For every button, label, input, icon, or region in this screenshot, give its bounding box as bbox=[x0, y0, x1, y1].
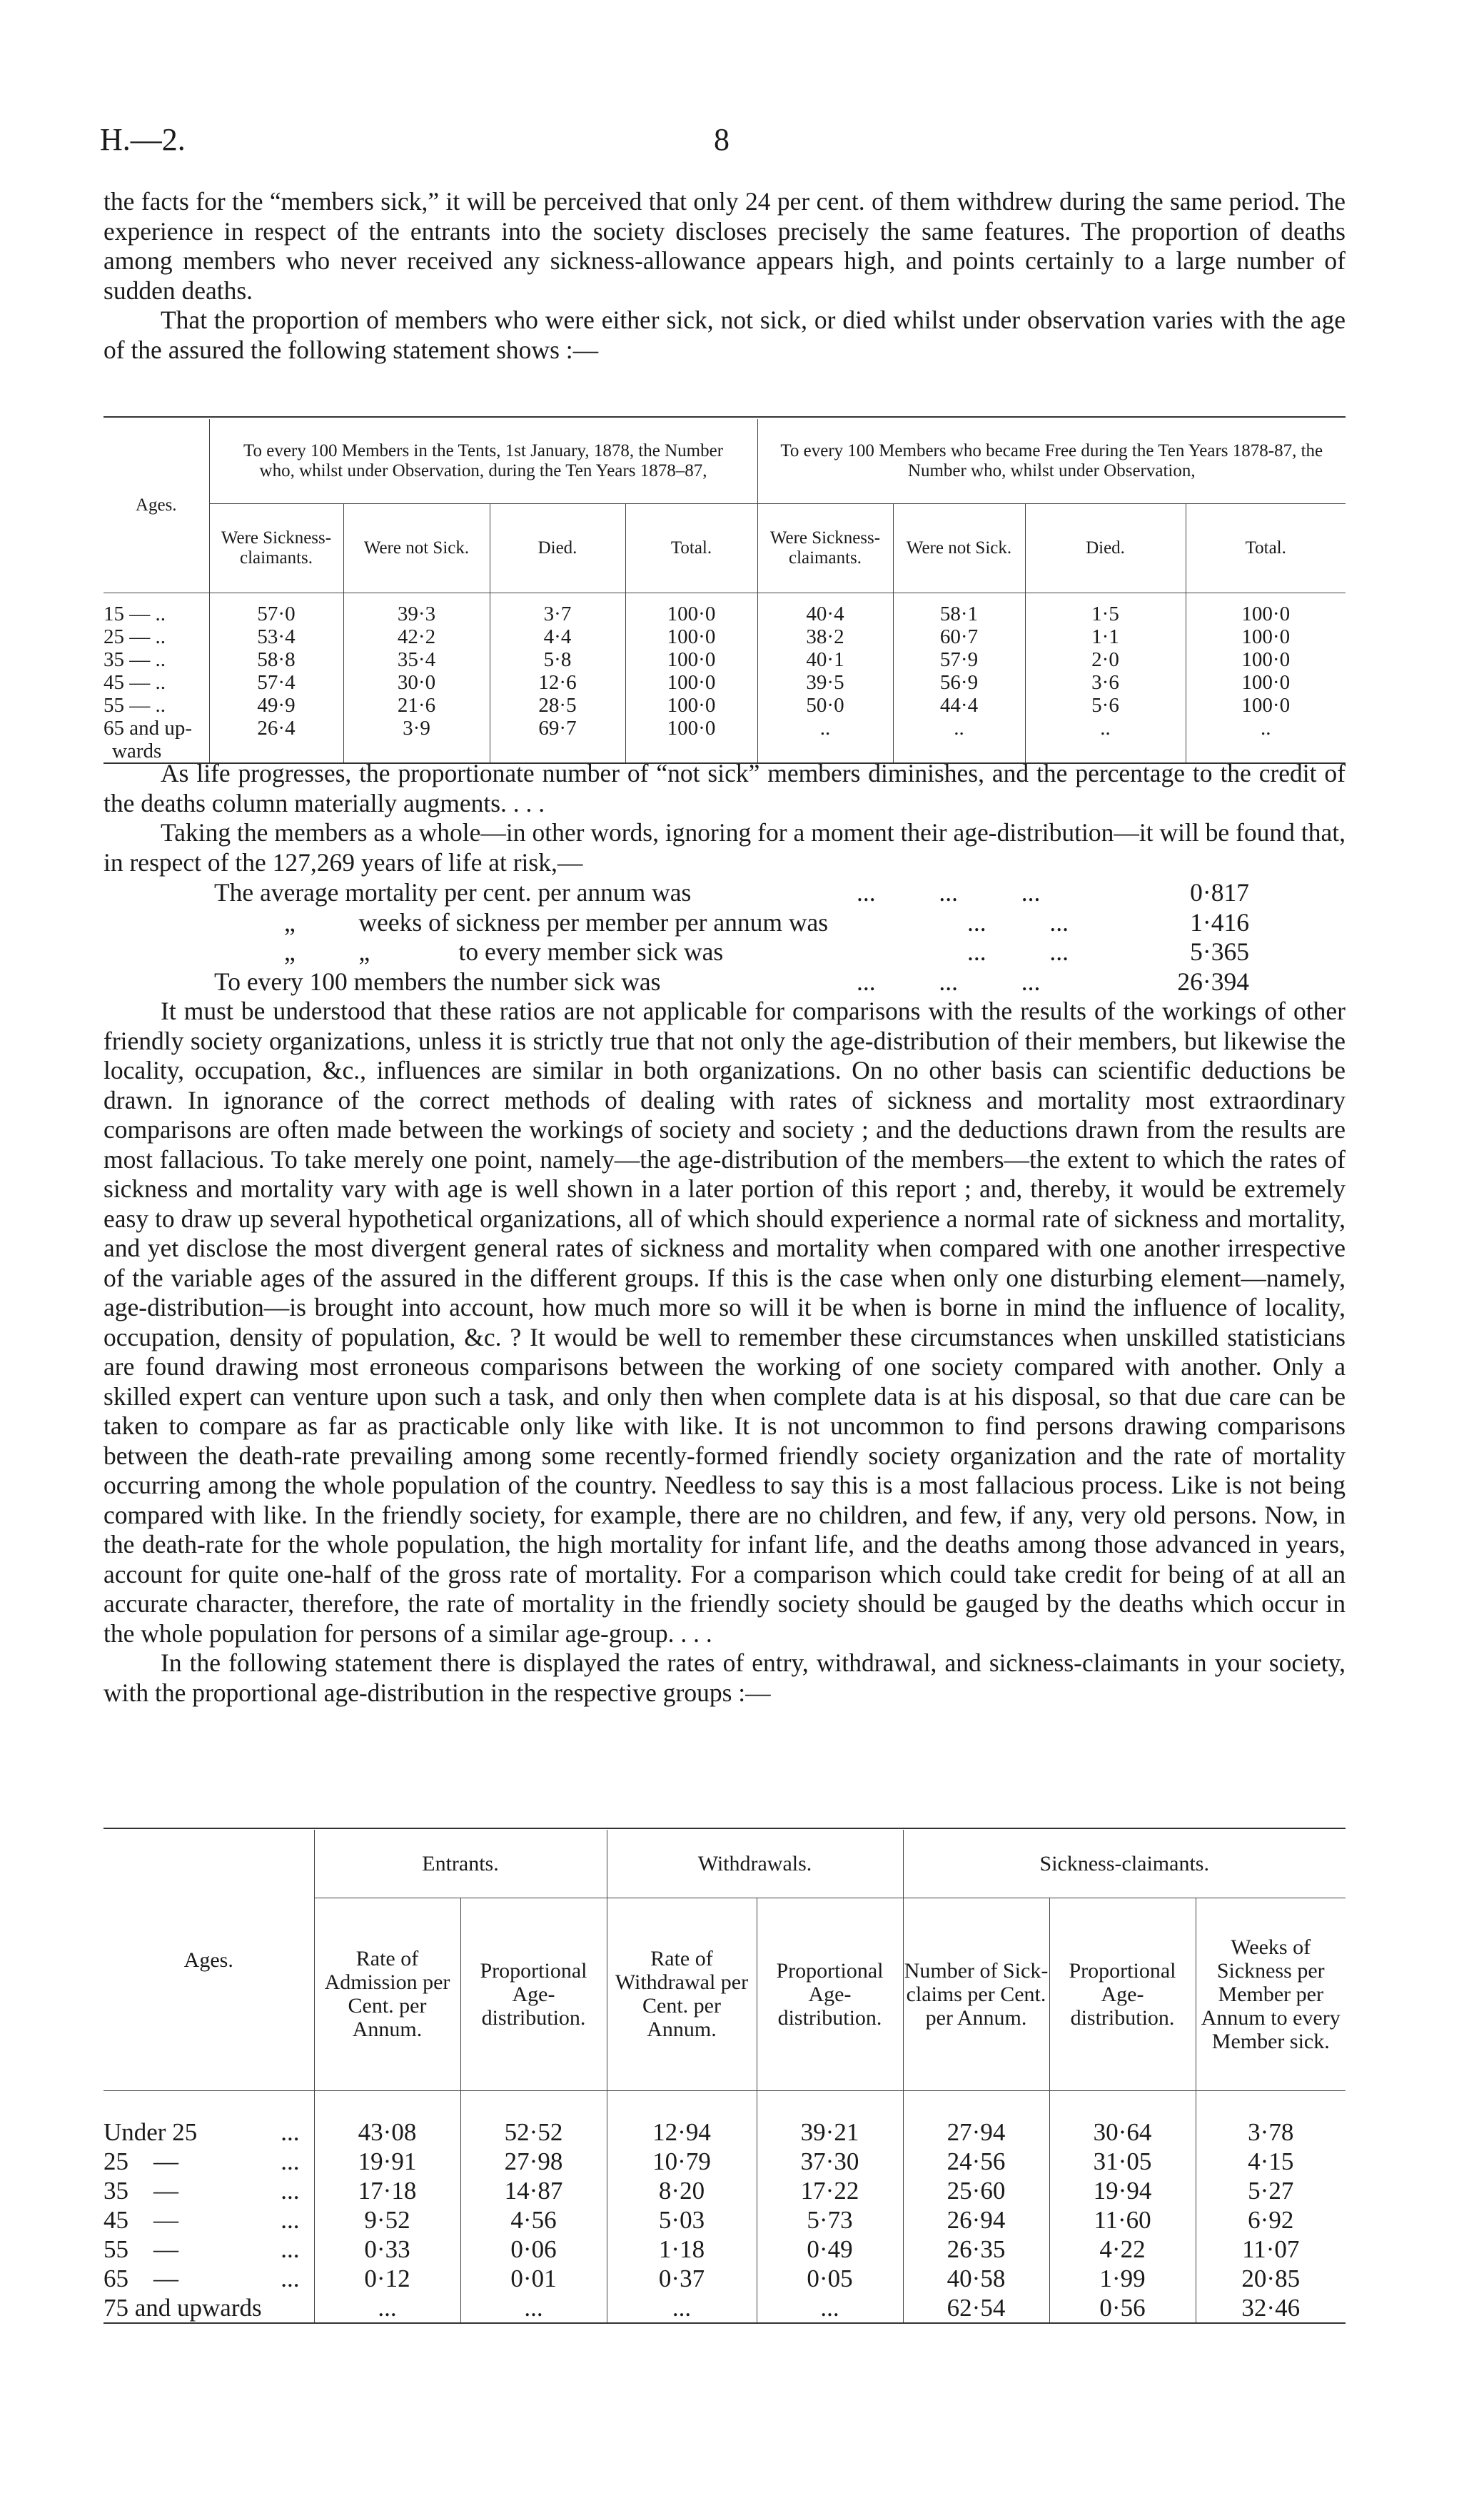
value-cell: 100·0 bbox=[1186, 648, 1346, 671]
value-cell: 0·56 bbox=[1049, 2293, 1196, 2323]
value-cell: 100·0 bbox=[1186, 603, 1346, 625]
age-cell: 55 — .. bbox=[104, 694, 166, 717]
age-cell: 65 and up- bbox=[104, 717, 193, 740]
age-cell: 65 — ... bbox=[104, 2265, 300, 2292]
column-header: Total. bbox=[1186, 503, 1346, 593]
value-cell: 62·54 bbox=[903, 2293, 1049, 2323]
middle-text bbox=[104, 759, 1346, 877]
intro-text bbox=[104, 187, 1346, 365]
stat-value: 0·817 bbox=[1190, 878, 1249, 907]
value-cell: 5·73 bbox=[757, 2205, 903, 2235]
value-cell: 26·94 bbox=[903, 2205, 1049, 2235]
value-cell: 30·0 bbox=[343, 671, 490, 694]
value-cell: 100·0 bbox=[625, 694, 757, 717]
column-header: Rate of Admission per Cent. per Annum. bbox=[314, 1898, 460, 2090]
value-cell: .. bbox=[1025, 717, 1186, 740]
column-header: Were Sickness-claimants. bbox=[757, 503, 893, 593]
value-cell: 27·94 bbox=[903, 2117, 1049, 2147]
age-cell: Under 25 ... bbox=[104, 2118, 300, 2146]
value-cell: 100·0 bbox=[625, 603, 757, 625]
value-cell: 39·21 bbox=[757, 2117, 903, 2147]
column-header: Died. bbox=[1025, 503, 1186, 593]
value-cell: ... bbox=[757, 2293, 903, 2323]
stat-dots: ... ... bbox=[967, 937, 1069, 966]
table-row bbox=[104, 2205, 1346, 2235]
paragraph: It must be understood that these ratios are not applicable for comparisons with the results of the workings of other friendly society organizations, unless it is strictly true that not only the age-distribution of their members, but likewise the locality, occupation, &c., influences are similar in both organizations. On no other basis can scientific deductions be drawn. In ignorance of the correct methods of dealing with rates of sickness and mortality most extraordinary comparisons are often made between the workings of society and society ; and the deductions drawn from the results are most fallacious. To take merely one point, namely—the age-distribution of the members—the extent to which the rates of sickness and mortality vary with age is well shown in a later portion of this report ; and, thereby, it would be extremely easy to draw up several hypothetical organizations, all of which should experience a normal rate of sickness and mortality, and yet disclose the most divergent general rates of sickness and mortality when compared with one another irrespective of the variable ages of the assured in the different groups. If this is the case when only one disturbing element—namely, age-distribution—is brought into account, how much more so will it be when is borne in mind the influence of locality, occupation, density of population, &c. ? It would be well to remember these circumstances when unskilled statisticians are found drawing most erroneous comparisons between the working of one society compared with another. Only a skilled expert can venture upon such a task, and only then when complete data is at his disposal, so that due care can be taken to compare as far as practicable only like with like. It is not uncommon to find persons drawing comparisons between the death-rate prevailing among some recently-formed friendly society organization and the rate of mortality occurring among the whole population of the country. Needless to say this is a most fallacious process. Like is not being compared with like. In the friendly society, for example, there are no children, and few, if any, very old persons. Now, in the death-rate for the whole population, the high mortality for infant life, and the deaths among those advanced in years, account for quite one-half of the gross rate of mortality. For a comparison which could take credit for being of at all an accurate character, therefore, the rate of mortality in the friendly society should be gauged by the deaths which occur in the whole population for persons of a similar age-group. . . . bbox=[104, 997, 1346, 1648]
group2-header: To every 100 Members who became Free during the Ten Years 1878-87, the Number who, whilst under Observation, bbox=[757, 419, 1346, 503]
ages-header: Ages. bbox=[183, 1948, 233, 1972]
value-cell: 3·78 bbox=[1196, 2117, 1346, 2147]
entry-withdrawal-table bbox=[104, 1830, 1346, 2324]
value-cell: 6·92 bbox=[1196, 2205, 1346, 2235]
value-cell: 38·2 bbox=[757, 625, 893, 648]
stat-dots: ... ... ... bbox=[857, 878, 1041, 907]
column-header: Proportional Age-distribution. bbox=[757, 1898, 903, 2090]
value-cell: 100·0 bbox=[1186, 671, 1346, 694]
group-header-withdrawals: Withdrawals. bbox=[607, 1830, 903, 1898]
value-cell: 1·99 bbox=[1049, 2264, 1196, 2293]
age-cell: 35 — .. bbox=[104, 648, 166, 671]
value-cell: 28·5 bbox=[490, 694, 625, 717]
body-text bbox=[104, 997, 1346, 1708]
stat-row bbox=[214, 878, 1249, 908]
age-cell: 75 and upwards bbox=[104, 2294, 262, 2322]
value-cell: 1·5 bbox=[1025, 603, 1186, 625]
age-cell: 45 — ... bbox=[104, 2206, 300, 2234]
value-cell: 3·7 bbox=[490, 603, 625, 625]
status-by-age-table bbox=[104, 419, 1346, 764]
stat-value: 26·394 bbox=[1177, 967, 1249, 996]
age-cell: 25 — ... bbox=[104, 2147, 300, 2175]
value-cell: 24·56 bbox=[903, 2147, 1049, 2176]
value-cell: 3·6 bbox=[1025, 671, 1186, 694]
stat-label: „ „ to every member sick was bbox=[284, 937, 724, 966]
age-cell: wards bbox=[112, 740, 162, 762]
column-header: Total. bbox=[625, 503, 757, 593]
age-cell: 25 — .. bbox=[104, 625, 166, 648]
value-cell: .. bbox=[893, 717, 1025, 740]
value-cell: 32·46 bbox=[1196, 2293, 1346, 2323]
value-cell: 37·30 bbox=[757, 2147, 903, 2176]
table-row bbox=[104, 2235, 1346, 2264]
table-row bbox=[104, 717, 1346, 740]
paragraph: That the proportion of members who were either sick, not sick, or died whilst under observation varies with the age of the assured the following statement shows :— bbox=[104, 306, 1346, 364]
value-cell: 12·6 bbox=[490, 671, 625, 694]
column-header: Rate of Withdrawal per Cent. per Annum. bbox=[607, 1898, 757, 2090]
value-cell: 0·12 bbox=[314, 2264, 460, 2293]
value-cell: 40·58 bbox=[903, 2264, 1049, 2293]
value-cell: 100·0 bbox=[1186, 694, 1346, 717]
table-row bbox=[104, 694, 1346, 717]
value-cell: 27·98 bbox=[460, 2147, 607, 2176]
column-header: Weeks of Sickness per Member per Annum to every Member sick. bbox=[1196, 1898, 1346, 2090]
value-cell: 8·20 bbox=[607, 2176, 757, 2205]
table-row bbox=[104, 2117, 1346, 2147]
value-cell: 52·52 bbox=[460, 2117, 607, 2147]
value-cell: 3·9 bbox=[343, 717, 490, 740]
value-cell: 39·5 bbox=[757, 671, 893, 694]
value-cell: 58·8 bbox=[209, 648, 343, 671]
group-header-sickness: Sickness-claimants. bbox=[903, 1830, 1346, 1898]
table-row bbox=[104, 2147, 1346, 2176]
value-cell: 40·4 bbox=[757, 603, 893, 625]
stat-label: „ weeks of sickness per member per annum was bbox=[284, 907, 829, 937]
value-cell: 42·2 bbox=[343, 625, 490, 648]
value-cell: 57·4 bbox=[209, 671, 343, 694]
value-cell: 11·60 bbox=[1049, 2205, 1196, 2235]
column-header: Died. bbox=[490, 503, 625, 593]
table-row bbox=[104, 671, 1346, 694]
stat-label: The average mortality per cent. per annum was bbox=[214, 878, 692, 907]
value-cell: ... bbox=[314, 2293, 460, 2323]
value-cell: 31·05 bbox=[1049, 2147, 1196, 2176]
summary-stats bbox=[214, 878, 1249, 997]
table-row bbox=[104, 648, 1346, 671]
column-header: Proportional Age-distribution. bbox=[1049, 1898, 1196, 2090]
column-header: Were Sickness-claimants. bbox=[209, 503, 343, 593]
value-cell: 40·1 bbox=[757, 648, 893, 671]
value-cell: 50·0 bbox=[757, 694, 893, 717]
age-cell: 15 — .. bbox=[104, 603, 166, 625]
column-header: Number of Sick-claims per Cent. per Annum. bbox=[903, 1898, 1049, 2090]
age-cell: 45 — .. bbox=[104, 671, 166, 694]
value-cell: 5·6 bbox=[1025, 694, 1186, 717]
value-cell: 10·79 bbox=[607, 2147, 757, 2176]
group1-header: To every 100 Members in the Tents, 1st January, 1878, the Number who, whilst under Observation, during the Ten Years 1878–87, bbox=[209, 419, 757, 503]
stat-row bbox=[214, 967, 1249, 997]
stat-row bbox=[214, 937, 1249, 967]
value-cell: 57·9 bbox=[893, 648, 1025, 671]
value-cell: ... bbox=[460, 2293, 607, 2323]
value-cell: ... bbox=[607, 2293, 757, 2323]
value-cell: 4·4 bbox=[490, 625, 625, 648]
value-cell: 25·60 bbox=[903, 2176, 1049, 2205]
value-cell: 9·52 bbox=[314, 2205, 460, 2235]
table-row bbox=[104, 2176, 1346, 2205]
value-cell: 1·1 bbox=[1025, 625, 1186, 648]
paragraph: Taking the members as a whole—in other words, ignoring for a moment their age-distribution—it will be found that, in respect of the 127,269 years of life at risk,— bbox=[104, 818, 1346, 877]
stat-dots: ... ... ... bbox=[857, 967, 1041, 996]
ages-header: Ages. bbox=[135, 495, 177, 515]
value-cell: 0·06 bbox=[460, 2235, 607, 2264]
value-cell: 4·22 bbox=[1049, 2235, 1196, 2264]
value-cell: 44·4 bbox=[893, 694, 1025, 717]
value-cell: 49·9 bbox=[209, 694, 343, 717]
value-cell: 4·15 bbox=[1196, 2147, 1346, 2176]
value-cell: 14·87 bbox=[460, 2176, 607, 2205]
value-cell: 100·0 bbox=[625, 648, 757, 671]
stat-value: 5·365 bbox=[1190, 937, 1249, 966]
value-cell: 19·94 bbox=[1049, 2176, 1196, 2205]
value-cell: 12·94 bbox=[607, 2117, 757, 2147]
value-cell: 11·07 bbox=[1196, 2235, 1346, 2264]
value-cell: 100·0 bbox=[625, 717, 757, 740]
value-cell: 35·4 bbox=[343, 648, 490, 671]
value-cell: 100·0 bbox=[625, 625, 757, 648]
table-rule bbox=[104, 416, 1346, 418]
column-header: Were not Sick. bbox=[343, 503, 490, 593]
value-cell: .. bbox=[1186, 717, 1346, 740]
paragraph: the facts for the “members sick,” it will be perceived that only 24 per cent. of them withdrew during the same period. The experience in respect of the entrants into the society discloses precisely the same features. The proportion of deaths among members who never received any sickness-allowance appears high, and points certainly to a large number of sudden deaths. bbox=[104, 187, 1346, 305]
value-cell: 56·9 bbox=[893, 671, 1025, 694]
paragraph: As life progresses, the proportionate number of “not sick” members diminishes, and the percentage to the credit of the deaths column materially augments. . . . bbox=[104, 759, 1346, 817]
value-cell: 5·8 bbox=[490, 648, 625, 671]
page-number: 8 bbox=[714, 122, 730, 157]
table-rule bbox=[104, 1828, 1346, 1829]
value-cell: 0·01 bbox=[460, 2264, 607, 2293]
value-cell: 26·4 bbox=[209, 717, 343, 740]
column-header: Were not Sick. bbox=[893, 503, 1025, 593]
table-row bbox=[104, 2293, 1346, 2323]
value-cell: 17·18 bbox=[314, 2176, 460, 2205]
value-cell: 69·7 bbox=[490, 717, 625, 740]
age-cell: 55 — ... bbox=[104, 2235, 300, 2263]
value-cell: 21·6 bbox=[343, 694, 490, 717]
value-cell: 100·0 bbox=[625, 671, 757, 694]
value-cell: 0·33 bbox=[314, 2235, 460, 2264]
column-header: Proportional Age-distribution. bbox=[460, 1898, 607, 2090]
stat-label: To every 100 members the number sick was bbox=[214, 967, 661, 996]
value-cell: 43·08 bbox=[314, 2117, 460, 2147]
table-row bbox=[104, 2264, 1346, 2293]
value-cell: 19·91 bbox=[314, 2147, 460, 2176]
value-cell: 0·37 bbox=[607, 2264, 757, 2293]
table-row bbox=[104, 603, 1346, 625]
table-row bbox=[104, 625, 1346, 648]
value-cell: 60·7 bbox=[893, 625, 1025, 648]
value-cell: .. bbox=[757, 717, 893, 740]
value-cell: 20·85 bbox=[1196, 2264, 1346, 2293]
value-cell: 5·03 bbox=[607, 2205, 757, 2235]
stat-dots: ... ... bbox=[967, 907, 1069, 937]
document-reference: H.—2. bbox=[100, 122, 186, 157]
value-cell: 1·18 bbox=[607, 2235, 757, 2264]
value-cell: 26·35 bbox=[903, 2235, 1049, 2264]
value-cell: 2·0 bbox=[1025, 648, 1186, 671]
value-cell: 0·49 bbox=[757, 2235, 903, 2264]
value-cell: 57·0 bbox=[209, 603, 343, 625]
stat-value: 1·416 bbox=[1190, 907, 1249, 937]
value-cell: 0·05 bbox=[757, 2264, 903, 2293]
value-cell: 17·22 bbox=[757, 2176, 903, 2205]
value-cell: 39·3 bbox=[343, 603, 490, 625]
value-cell: 4·56 bbox=[460, 2205, 607, 2235]
value-cell: 58·1 bbox=[893, 603, 1025, 625]
paragraph: In the following statement there is displayed the rates of entry, withdrawal, and sickness-claimants in your society, with the proportional age-distribution in the respective groups :— bbox=[104, 1648, 1346, 1707]
value-cell: 30·64 bbox=[1049, 2117, 1196, 2147]
value-cell: 100·0 bbox=[1186, 625, 1346, 648]
value-cell: 5·27 bbox=[1196, 2176, 1346, 2205]
group-header-entrants: Entrants. bbox=[314, 1830, 607, 1898]
stat-row bbox=[214, 908, 1249, 938]
age-cell: 35 — ... bbox=[104, 2177, 300, 2205]
value-cell: 53·4 bbox=[209, 625, 343, 648]
